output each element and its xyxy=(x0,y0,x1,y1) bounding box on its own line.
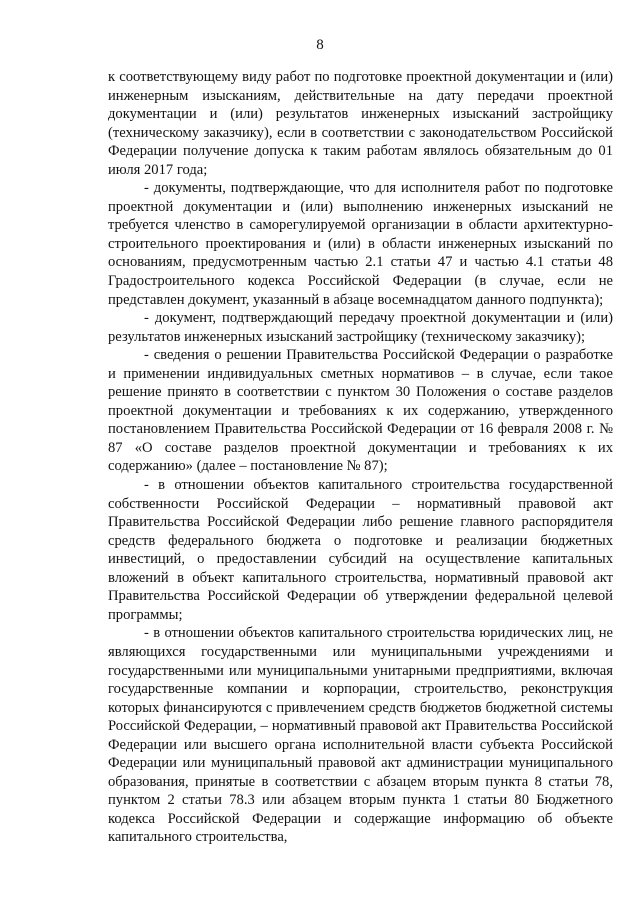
paragraph-continuation: к соответствующему виду работ по подготовке проектной документации и (или) инженерным изысканиям, действительные на дату передачи проектной документации и (или) результатов инженерных изысканий застройщику (техническому заказчику), если в соответствии с законодательством Российской Федерации получение допуска к таким работам являлось обязательным до 01 июля 2017 года; xyxy=(108,69,613,178)
paragraph-individual-norms: - сведения о решении Правительства Российской Федерации о разработке и применении индивидуальных сметных нормативов – в случае, если такое решение принято в соответствии с пунктом 30 Положения о составе разделов проектной документации и требованиях к их содержанию, утвержденного постановлением Правительства Российской Федерации от 16 февраля 2008 г. № 87 «О составе разделов проектной документации и требованиях к их содержанию» (далее – постановление № 87); xyxy=(108,347,613,475)
paragraph-federal-property: - в отношении объектов капитального строительства государственной собственности Российской Федерации – нормативный правовой акт Правительства Российской Федерации либо решение главного распорядителя средств федерального бюджета о подготовке и реализации бюджетных инвестиций, о предоставлении субсидий на осуществление капитальных вложений в объект капитального строительства, нормативный правовой акт Правительства Российской Федерации об утверждении федеральной целевой программы; xyxy=(108,477,613,623)
document-body xyxy=(108,68,613,847)
paragraph-sro-exemption: - документы, подтверждающие, что для исполнителя работ по подготовке проектной документации и (или) выполнению инженерных изысканий не требуется членство в саморегулируемой организации в области архитектурно-строительного проектирования и (или) в области инженерных изысканий по основаниям, предусмотренным частью 2.1 статьи 47 и частью 4.1 статьи 48 Градостроительного кодекса Российской Федерации (в случае, если не представлен документ, указанный в абзаце восемнадцатом данного подпункта); xyxy=(108,180,613,308)
paragraph-legal-entities: - в отношении объектов капитального строительства юридических лиц, не являющихся государственными или муниципальными учреждениями и государственными или муниципальными унитарными предприятиями, включая государственные компании и корпорации, строительство, реконструкция которых финансируются с привлечением средств бюджетов бюджетной системы Российской Федерации, – нормативный правовой акт Правительства Российской Федерации или высшего органа исполнительной власти субъекта Российской Федерации или муниципальный правовой акт администрации муниципального образования, принятые в соответствии с абзацем вторым пункта 8 статьи 78, пунктом 2 статьи 78.3 или абзацем вторым пункта 1 статьи 80 Бюджетного кодекса Российской Федерации и содержащие информацию об объекте капитального строительства, xyxy=(108,625,613,846)
page-number: 8 xyxy=(316,37,324,53)
paragraph-transfer-document: - документ, подтверждающий передачу проектной документации и (или) результатов инженерных изысканий застройщику (техническому заказчику); xyxy=(108,310,613,345)
